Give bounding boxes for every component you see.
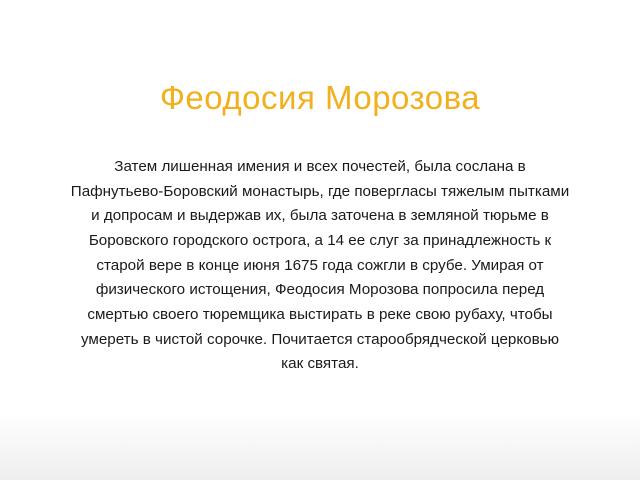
slide-title: Феодосия Морозова [159,79,481,117]
slide-body-text: Затем лишенная имения и всех почестей, была сослана в Пафнутьево-Боровский монастырь, где повергласы тяжелым пытками и допросам и выдержав их, была заточена в земляной тюрьме в Боровского городского острога, а 14 ее слуг за принадлежность к старой вере в конце июня 1675 года сожгли в срубе. Умирая от физического истощения, Феодосия Морозова попросила перед смертью своего тюремщика выстирать в реке свою рубаху, чтобы умереть в чистой сорочке. Почитается старообрядческой церковью как святая. [70,158,570,373]
